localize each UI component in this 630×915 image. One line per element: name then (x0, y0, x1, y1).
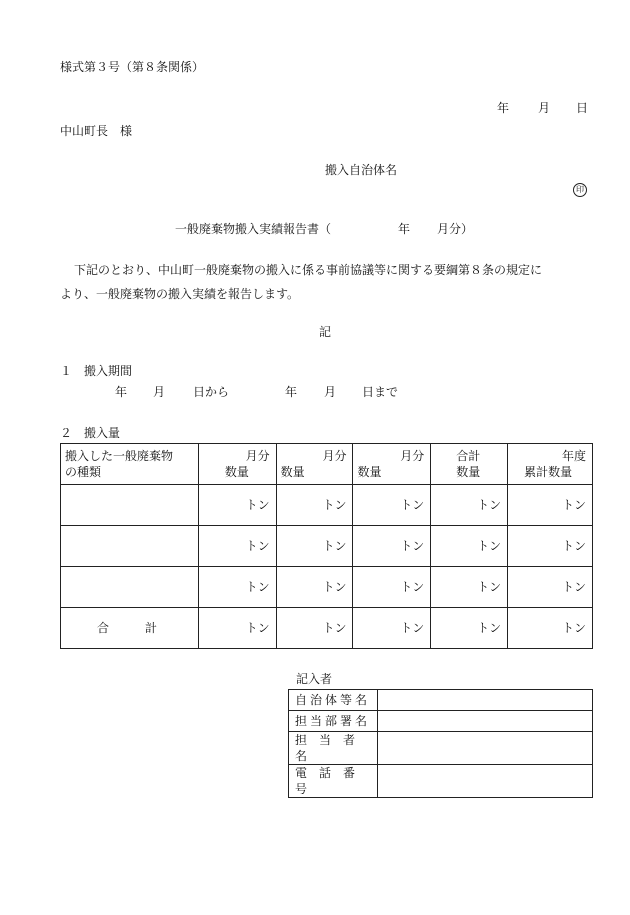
unit-cell: トン (198, 608, 276, 649)
table-header-row (61, 444, 593, 485)
table-row (61, 526, 593, 567)
header-cumulative-top: 年度 (561, 449, 586, 463)
recorder-table (288, 689, 593, 798)
period-to-day: 日まで (362, 385, 399, 399)
header-month-2-cell (276, 444, 353, 485)
type-cell[interactable] (61, 526, 199, 567)
recorder-label-department: 担当部署名 (289, 711, 378, 732)
date-month: 月 (538, 101, 551, 115)
unit-cell: トン (276, 608, 353, 649)
section-2-heading: ２ 搬入量 (60, 426, 121, 440)
header-type-cell (61, 444, 199, 485)
title-year: 年 (398, 222, 411, 236)
body-line-2: より、一般廃棄物の搬入実績を報告します。 (60, 287, 300, 301)
total-label: 合 計 (61, 608, 199, 649)
date-year: 年 (497, 101, 510, 115)
unit-cell: トン (276, 485, 353, 526)
date-day: 日 (576, 101, 589, 115)
period-to-month: 月 (324, 385, 337, 399)
recorder-label-person: 担 当 者 名 (289, 732, 378, 765)
unit-cell: トン (276, 567, 353, 608)
title-suffix: 月分） (437, 222, 474, 236)
sender-label: 搬入自治体名 (325, 163, 398, 177)
unit-cell: トン (431, 526, 508, 567)
recorder-label: 記入者 (296, 672, 333, 686)
header-month-1-cell (198, 444, 276, 485)
header-month-1-top: 月分 (245, 449, 270, 463)
unit-cell: トン (508, 485, 593, 526)
ki-mark: 記 (319, 325, 332, 339)
quantity-table (60, 443, 593, 649)
table-row (61, 485, 593, 526)
unit-cell: トン (508, 567, 593, 608)
header-month-3-bottom: 数量 (357, 465, 382, 479)
type-cell[interactable] (61, 485, 199, 526)
recorder-value-municipality[interactable] (377, 690, 592, 711)
header-month-2-top: 月分 (322, 449, 347, 463)
unit-cell: トン (508, 526, 593, 567)
seal (573, 180, 587, 197)
period-to-year: 年 (285, 385, 298, 399)
header-month-2-bottom: 数量 (280, 465, 305, 479)
header-total-top: 合計 (456, 449, 481, 463)
unit-cell: トン (431, 567, 508, 608)
type-cell[interactable] (61, 567, 199, 608)
unit-cell: トン (353, 608, 431, 649)
header-total-bottom: 数量 (456, 465, 481, 479)
period-from-year: 年 (115, 385, 128, 399)
period-from-day: 日から (193, 385, 230, 399)
header-month-3-top: 月分 (400, 449, 425, 463)
unit-cell: トン (353, 567, 431, 608)
addressee: 中山町長 様 (60, 124, 133, 138)
recorder-value-person[interactable] (377, 732, 592, 765)
recorder-row (289, 711, 593, 732)
header-type-line-2: の種類 (65, 465, 102, 479)
header-cumulative-bottom: 累計数量 (524, 465, 573, 479)
header-cumulative-cell (508, 444, 593, 485)
recorder-label-phone: 電 話 番 号 (289, 765, 378, 798)
header-total-cell (431, 444, 508, 485)
unit-cell: トン (353, 485, 431, 526)
unit-cell: トン (431, 608, 508, 649)
period-from-month: 月 (153, 385, 166, 399)
unit-cell: トン (353, 526, 431, 567)
header-type-line-1: 搬入した一般廃棄物 (65, 449, 174, 463)
unit-cell: トン (198, 526, 276, 567)
unit-cell: トン (198, 485, 276, 526)
unit-cell: トン (198, 567, 276, 608)
header-month-1-bottom: 数量 (224, 465, 249, 479)
recorder-row (289, 690, 593, 711)
table-row (61, 567, 593, 608)
section-1-heading: １ 搬入期間 (60, 364, 133, 378)
unit-cell: トン (431, 485, 508, 526)
form-label: 様式第３号（第８条関係） (60, 60, 205, 74)
table-total-row (61, 608, 593, 649)
recorder-row (289, 732, 593, 765)
recorder-label-municipality: 自治体等名 (289, 690, 378, 711)
body-line-1: 下記のとおり、中山町一般廃棄物の搬入に係る事前協議等に関する要綱第８条の規定に (74, 263, 543, 277)
recorder-value-phone[interactable] (377, 765, 592, 798)
unit-cell: トン (508, 608, 593, 649)
seal-mark: 印 (573, 183, 587, 197)
unit-cell: トン (276, 526, 353, 567)
header-month-3-cell (353, 444, 431, 485)
title-prefix: 一般廃棄物搬入実績報告書（ (175, 222, 332, 236)
recorder-row (289, 765, 593, 798)
recorder-value-department[interactable] (377, 711, 592, 732)
